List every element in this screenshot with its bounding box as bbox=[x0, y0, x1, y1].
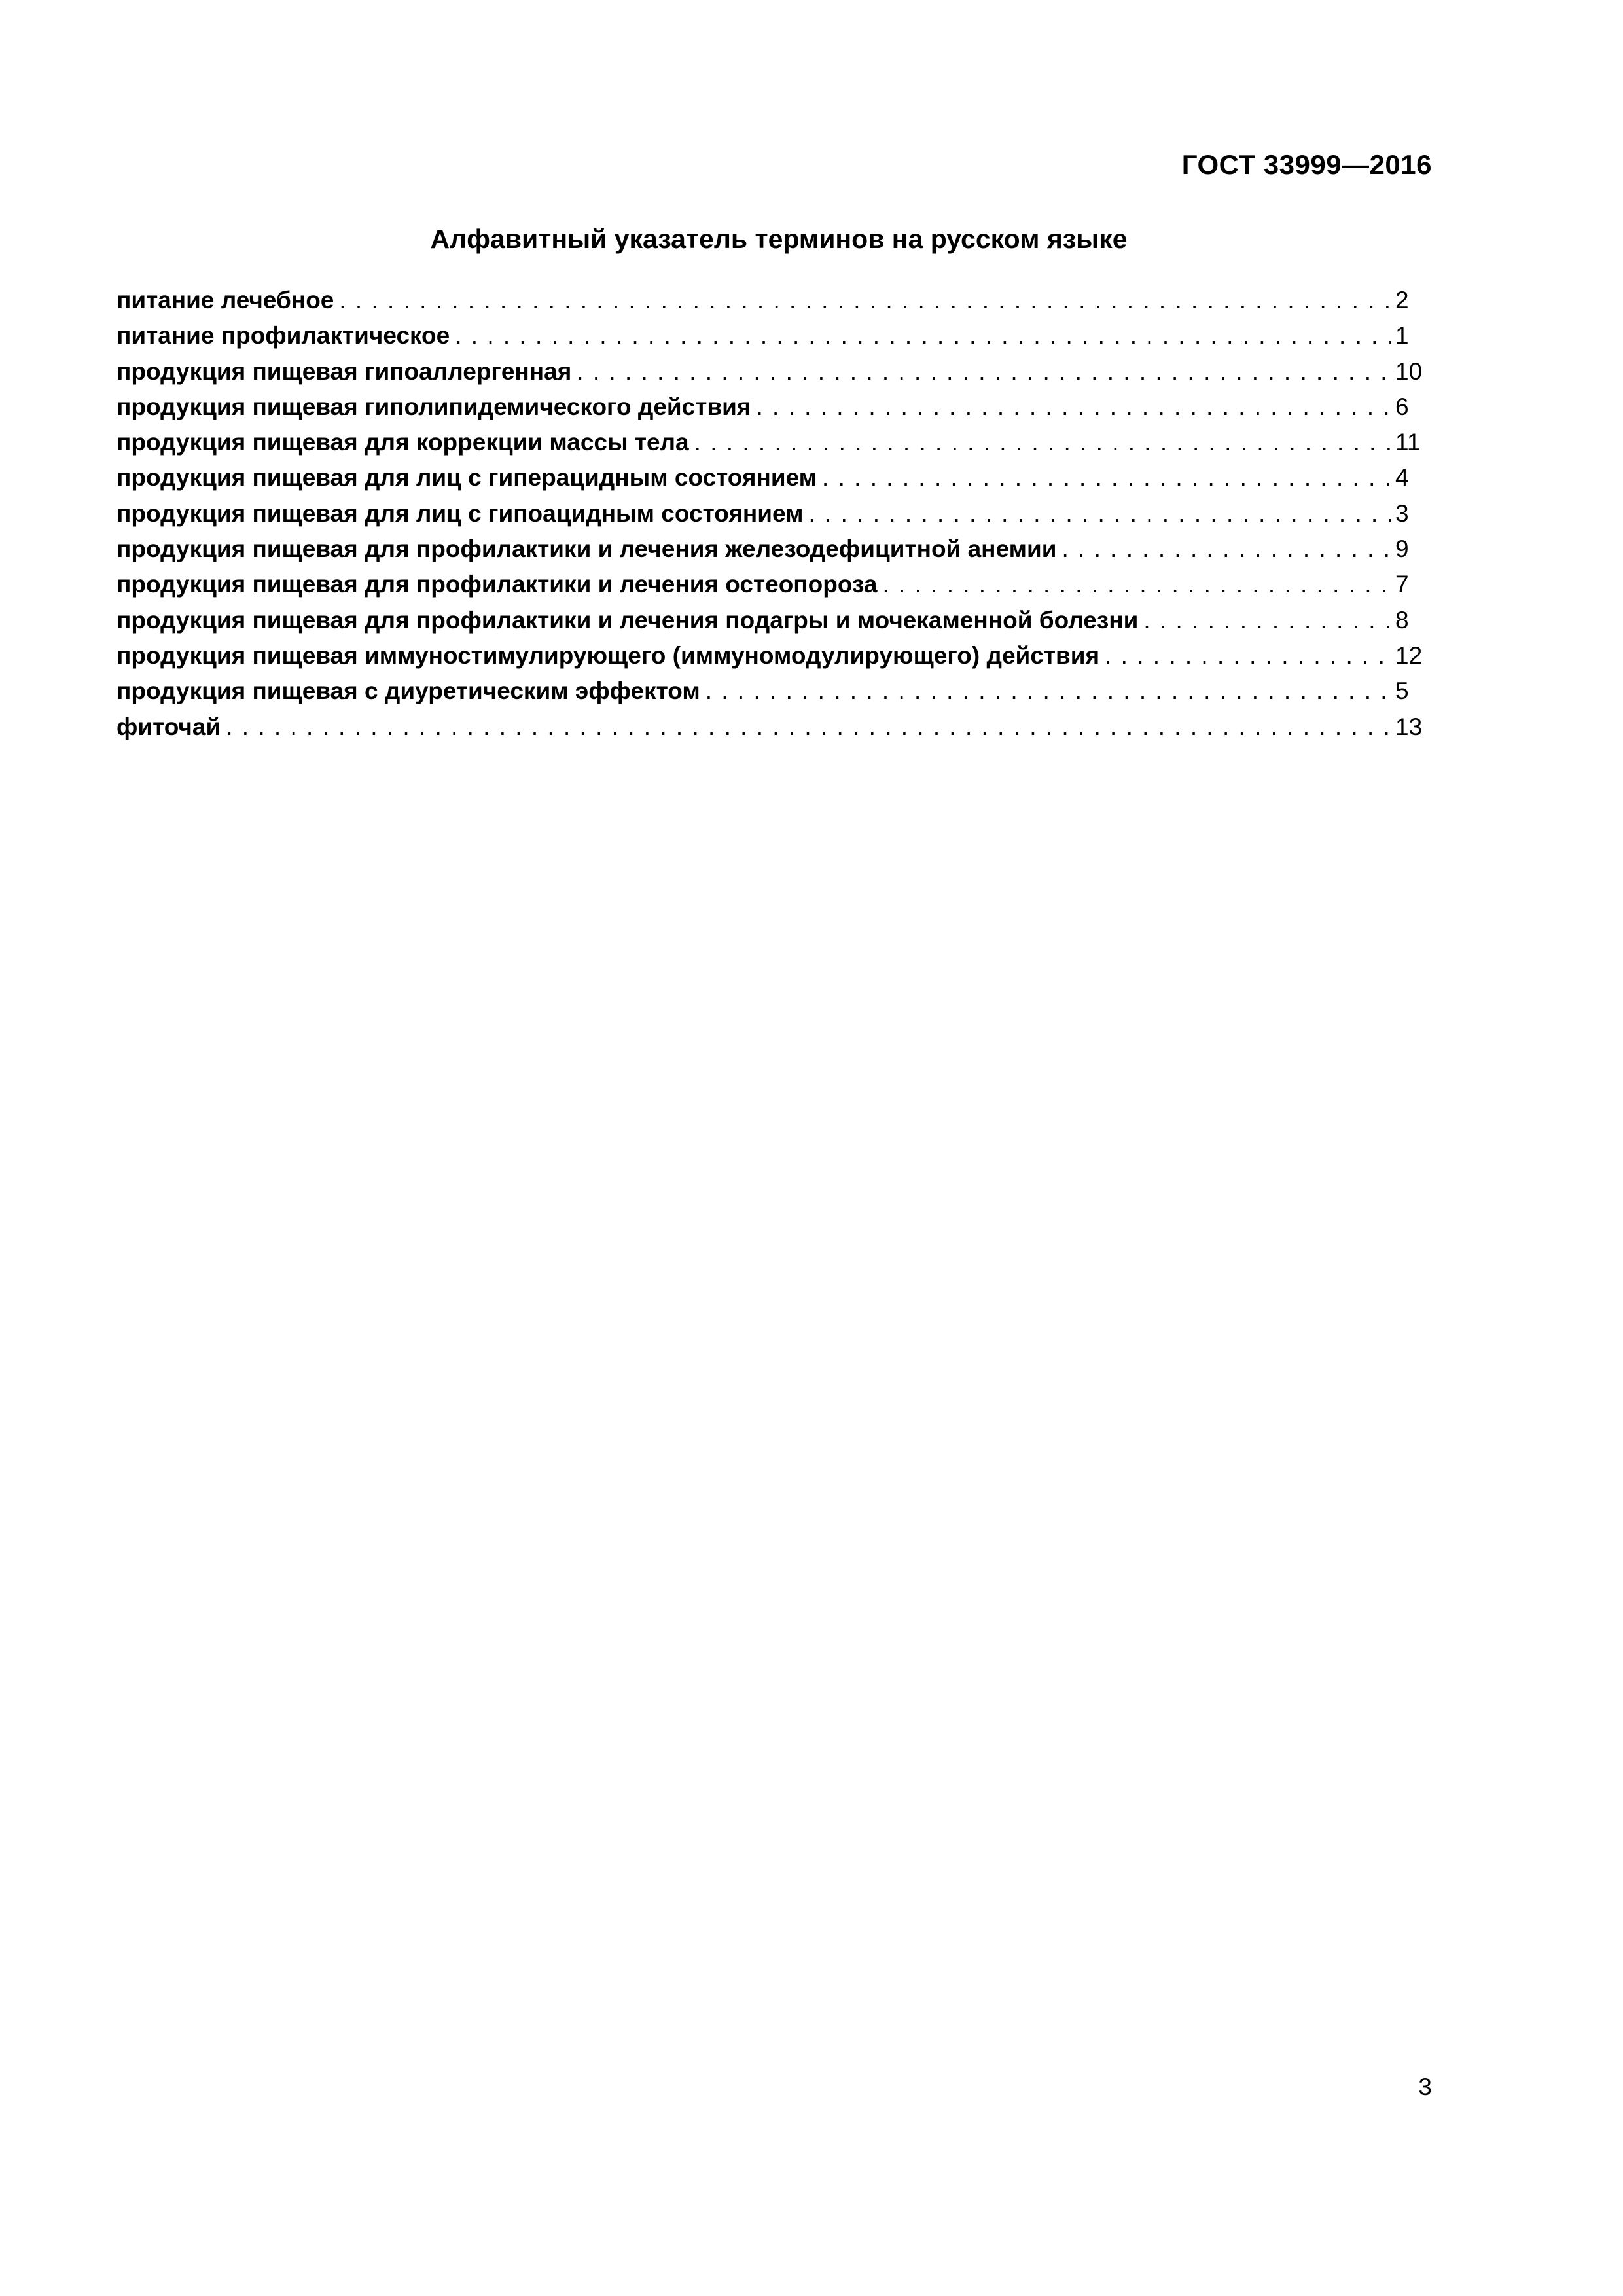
dot-leader bbox=[1061, 535, 1391, 563]
term-index-list bbox=[116, 287, 1432, 749]
index-entry bbox=[116, 393, 1432, 429]
index-term: фиточай bbox=[116, 713, 221, 740]
index-term: продукция пищевая для профилактики и лечения подагры и мочекаменной болезни bbox=[116, 606, 1139, 634]
dot-leader bbox=[694, 429, 1391, 456]
term-number: 2 bbox=[1395, 287, 1409, 314]
index-term: питание лечебное bbox=[116, 287, 334, 314]
index-entry bbox=[116, 464, 1432, 499]
term-number: 13 bbox=[1395, 713, 1423, 740]
index-entry bbox=[116, 535, 1432, 571]
index-entry bbox=[116, 429, 1432, 464]
term-number: 8 bbox=[1395, 606, 1409, 634]
dot-leader bbox=[756, 393, 1391, 421]
dot-leader bbox=[808, 500, 1391, 528]
index-term: продукция пищевая гипоаллергенная bbox=[116, 357, 572, 385]
index-term: продукция пищевая для лиц с гипоацидным состоянием bbox=[116, 499, 804, 527]
index-term: продукция пищевая для профилактики и лечения остеопороза bbox=[116, 571, 878, 598]
term-number: 5 bbox=[1395, 677, 1409, 705]
index-entry bbox=[116, 571, 1432, 606]
dot-leader bbox=[455, 322, 1391, 350]
term-number: 4 bbox=[1395, 464, 1409, 492]
index-entry bbox=[116, 287, 1432, 322]
term-number: 10 bbox=[1395, 357, 1423, 385]
dot-leader bbox=[705, 677, 1391, 705]
index-term: продукция пищевая для коррекции массы тела bbox=[116, 429, 689, 456]
dot-leader bbox=[226, 713, 1391, 741]
term-number: 3 bbox=[1395, 499, 1409, 527]
index-term: питание профилактическое bbox=[116, 322, 450, 350]
dot-leader bbox=[1105, 642, 1391, 670]
index-entry bbox=[116, 642, 1432, 677]
index-title: Алфавитный указатель терминов на русском языке bbox=[430, 224, 1128, 254]
term-number: 9 bbox=[1395, 535, 1409, 563]
term-number: 6 bbox=[1395, 393, 1409, 420]
dot-leader bbox=[577, 358, 1391, 386]
index-entry bbox=[116, 677, 1432, 713]
document-code: ГОСТ 33999—2016 bbox=[1181, 149, 1432, 180]
index-entry bbox=[116, 358, 1432, 393]
term-number: 1 bbox=[1395, 322, 1409, 350]
dot-leader bbox=[1143, 607, 1391, 634]
term-number: 11 bbox=[1395, 429, 1421, 456]
term-number: 7 bbox=[1395, 571, 1409, 598]
index-term: продукция пищевая для лиц с гиперацидным состоянием bbox=[116, 464, 817, 492]
index-term: продукция пищевая гиполипидемического действия bbox=[116, 393, 751, 420]
index-term: продукция пищевая для профилактики и лечения железодефицитной анемии bbox=[116, 535, 1057, 563]
index-term: продукция пищевая иммуностимулирующего (иммуномодулирующего) действия bbox=[116, 641, 1100, 669]
index-entry bbox=[116, 500, 1432, 535]
term-number: 12 bbox=[1395, 641, 1423, 669]
index-term: продукция пищевая с диуретическим эффектом bbox=[116, 677, 700, 705]
index-entry bbox=[116, 322, 1432, 357]
dot-leader bbox=[822, 464, 1391, 492]
index-entry bbox=[116, 713, 1432, 749]
page-number: 3 bbox=[1418, 2073, 1432, 2100]
index-entry bbox=[116, 607, 1432, 642]
dot-leader bbox=[882, 571, 1391, 598]
dot-leader bbox=[339, 287, 1391, 314]
